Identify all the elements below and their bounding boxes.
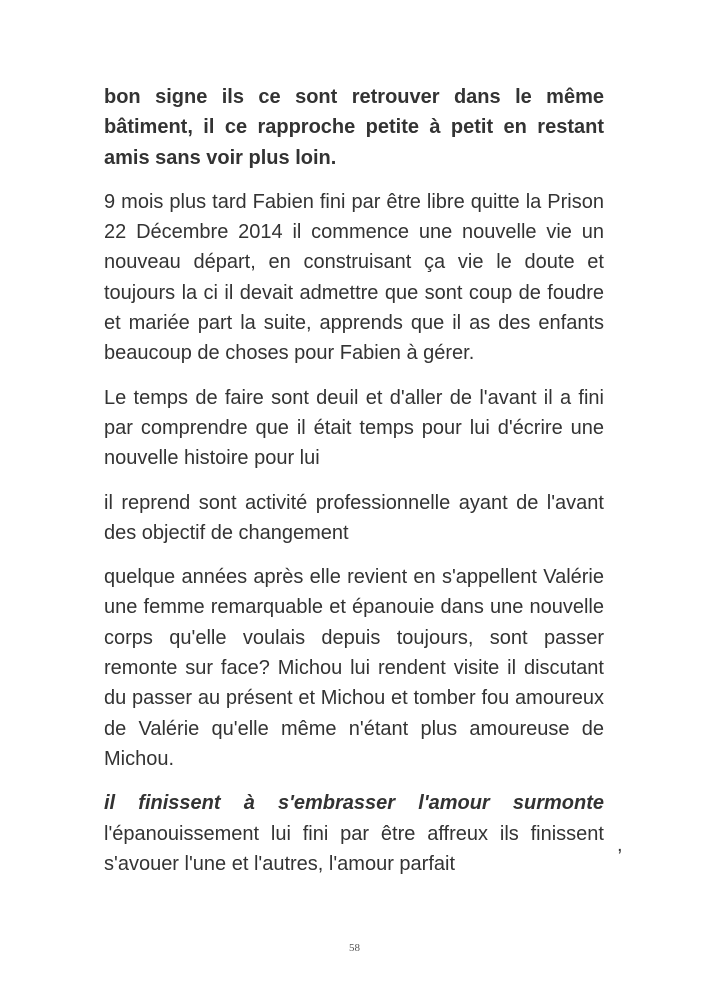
paragraph-3: Le temps de faire sont deuil et d'aller de l'avant il a fini par comprendre que il était temps pour lui d'écrire une nouvelle histoire pour lui (104, 386, 604, 470)
paragraph-6-rest: l'épanouissement lui fini par être affreux ils finissent s'avouer l'une et l'autres, l'amour parfait (104, 822, 604, 875)
page-number: 58 (349, 942, 360, 954)
paragraph-6-lead: il finissent à s'embrasser l'amour surmonte (104, 792, 604, 815)
paragraph-6 (104, 788, 604, 879)
paragraph-4: il reprend sont activité professionnelle ayant de l'avant des objectif de changement (104, 491, 604, 544)
trailing-comma: , (617, 834, 623, 856)
body-text (104, 82, 604, 893)
paragraph-5: quelque années après elle revient en s'appellent Valérie une femme remarquable et épanouie dans une nouvelle corps qu'elle voulais depuis toujours, sont passer remonte sur face? Michou lui rendent visite il discutant du passer au présent et Michou et tomber fou amoureux de Valérie qu'elle même n'étant plus amoureuse de Michou. (104, 566, 604, 770)
paragraph-1: bon signe ils ce sont retrouver dans le même bâtiment, il ce rapproche petite à petit en restant amis sans voir plus loin. (104, 86, 604, 169)
paragraph-2: 9 mois plus tard Fabien fini par être libre quitte la Prison 22 Décembre 2014 il commence une nouvelle vie un nouveau départ, en construisant ça vie le doute et toujours la ci il devait admettre que sont coup de foudre et mariée part la suite, apprends que il as des enfants beaucoup de choses pour Fabien à gérer. (104, 190, 604, 365)
